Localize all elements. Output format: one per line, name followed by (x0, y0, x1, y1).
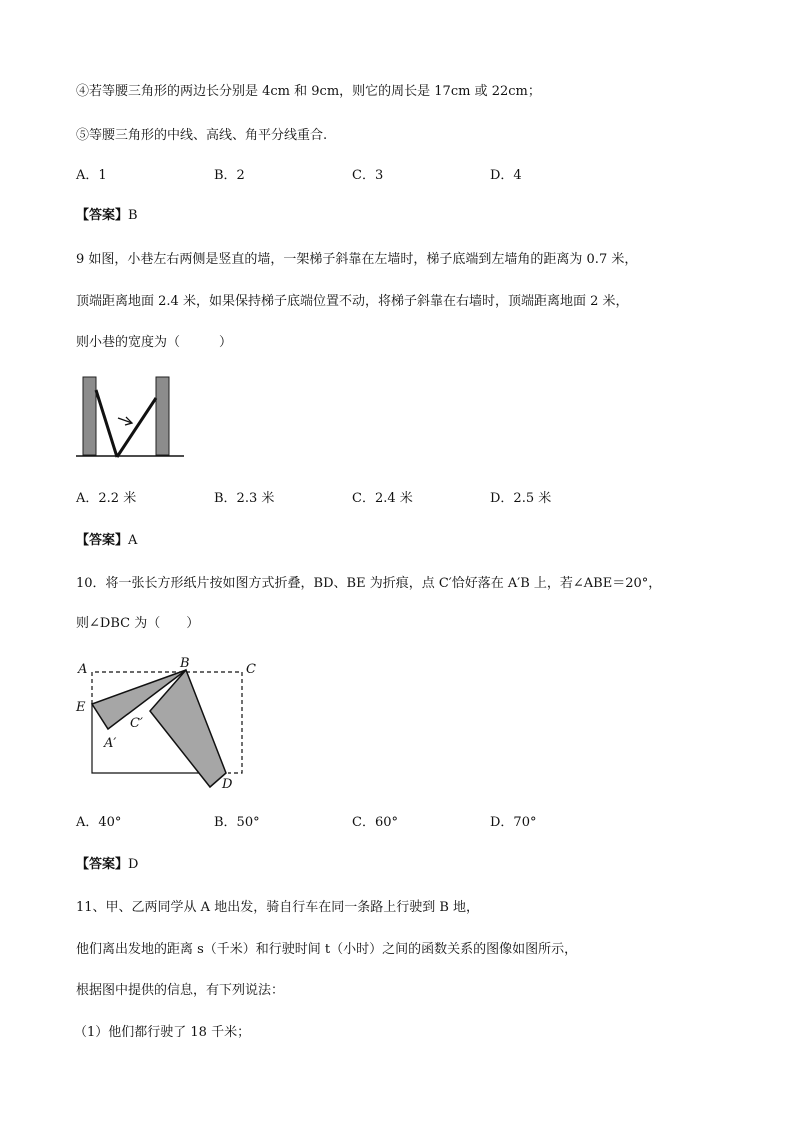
ladder-alley-figure (74, 372, 186, 462)
q8-statement-5: ⑤等腰三角形的中线、高线、角平分线重合. (76, 128, 328, 143)
left-wall (83, 377, 96, 455)
q10-option-d: D．70° (490, 815, 537, 830)
right-wall (156, 377, 169, 455)
label-a: A (78, 662, 88, 677)
paper-fold-figure (70, 655, 270, 795)
q11-line-4: （1）他们都行驶了 18 千米； (74, 1025, 251, 1040)
ladder-left (96, 390, 117, 457)
answer-value: A (128, 533, 138, 548)
q9-option-d: D．2.5 米 (490, 491, 552, 506)
q10-option-a: A．40° (76, 815, 122, 830)
q11-line-3: 根据图中提供的信息，有下列说法： (76, 983, 285, 998)
label-a-prime: A′ (104, 736, 117, 751)
q9-answer (76, 531, 137, 551)
q9-line-3: 则小巷的宽度为（ ） (76, 335, 233, 350)
q9-option-c: C．2.4 米 (352, 491, 413, 506)
q8-option-c: C．3 (352, 168, 384, 183)
label-e: E (76, 700, 86, 715)
answer-value: D (128, 857, 139, 872)
label-c-prime: C′ (130, 716, 143, 731)
label-c: C (246, 662, 256, 677)
q11-line-1: 11、甲、乙两同学从 A 地出发，骑自行车在同一条路上行驶到 B 地， (76, 900, 480, 915)
answer-label: 【答案】 (76, 208, 129, 223)
q9-option-a: A．2.2 米 (76, 491, 137, 506)
q8-statement-4: ④若等腰三角形的两边长分别是 4cm 和 9cm，则它的周长是 17cm 或 22cm； (76, 84, 541, 99)
q10-line-1: 10．将一张长方形纸片按如图方式折叠，BD、BE 为折痕，点 C′恰好落在 A′B 上，若∠ABE＝20°， (76, 576, 662, 591)
q9-option-b: B．2.3 米 (214, 491, 275, 506)
q8-option-d: D．4 (490, 168, 522, 183)
q10-answer (76, 855, 138, 875)
q8-option-a: A．1 (76, 168, 107, 183)
q11-line-2: 他们离出发地的距离 s（千米）和行驶时间 t（小时）之间的函数关系的图像如图所示， (76, 942, 578, 957)
q8-answer (76, 206, 138, 226)
q10-option-b: B．50° (214, 815, 260, 830)
answer-value: B (128, 208, 138, 223)
label-b: B (180, 656, 190, 671)
ladder-right (117, 398, 156, 457)
answer-label: 【答案】 (76, 857, 129, 872)
q9-line-2: 顶端距离地面 2.4 米，如果保持梯子底端位置不动，将梯子斜靠在右墙时，顶端距离地面 2 米， (76, 294, 629, 309)
q8-option-b: B．2 (214, 168, 245, 183)
q9-line-1: 9 如图，小巷左右两侧是竖直的墙，一架梯子斜靠在左墙时，梯子底端到左墙角的距离为 0.7 米， (76, 252, 638, 267)
arrow-icon (118, 417, 132, 425)
q10-option-c: C．60° (352, 815, 398, 830)
answer-label: 【答案】 (76, 533, 129, 548)
q10-line-2: 则∠DBC 为（ ） (76, 616, 200, 631)
label-d: D (222, 777, 233, 792)
